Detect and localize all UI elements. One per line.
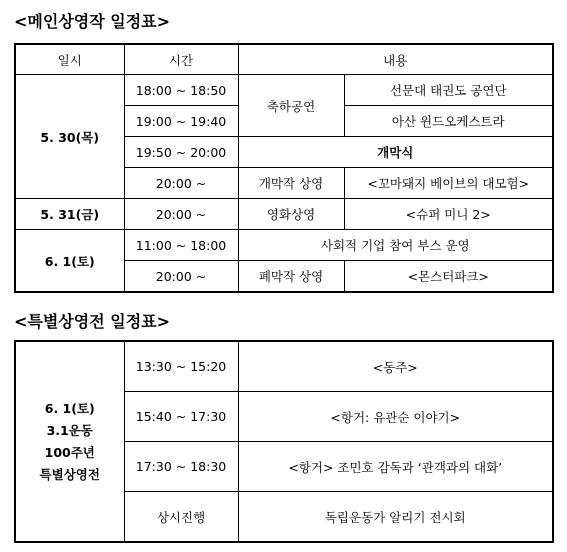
header-row bbox=[15, 44, 553, 75]
content-cell: 개막식 bbox=[238, 137, 553, 168]
time-cell: 13:30 ~ 15:20 bbox=[124, 341, 238, 392]
table-row bbox=[15, 230, 553, 261]
time-cell: 20:00 ~ bbox=[124, 168, 238, 199]
time-cell: 18:00 ~ 18:50 bbox=[124, 75, 238, 106]
time-cell: 19:50 ~ 20:00 bbox=[124, 137, 238, 168]
time-cell: 20:00 ~ bbox=[124, 199, 238, 230]
header-content: 내용 bbox=[238, 44, 553, 75]
special-date-cell bbox=[15, 341, 124, 542]
category-cell: 개막작 상영 bbox=[238, 168, 344, 199]
time-cell: 17:30 ~ 18:30 bbox=[124, 442, 238, 492]
content-cell: <항거: 유관순 이야기> bbox=[238, 392, 553, 442]
category-cell: 영화상영 bbox=[238, 199, 344, 230]
date-cell: 5. 30(목) bbox=[15, 75, 124, 199]
table-row bbox=[15, 199, 553, 230]
category-cell: 폐막작 상영 bbox=[238, 261, 344, 293]
special-schedule-table bbox=[14, 340, 554, 543]
content-cell: <몬스터파크> bbox=[344, 261, 553, 293]
time-cell: 19:00 ~ 19:40 bbox=[124, 106, 238, 137]
content-cell: <슈퍼 미니 2> bbox=[344, 199, 553, 230]
table-row bbox=[15, 341, 553, 392]
category-cell: 축하공연 bbox=[238, 75, 344, 137]
content-cell: <꼬마돼지 베이브의 대모험> bbox=[344, 168, 553, 199]
content-cell: <동주> bbox=[238, 341, 553, 392]
header-time: 시간 bbox=[124, 44, 238, 75]
special-schedule-heading: <특별상영전 일정표> bbox=[14, 312, 171, 331]
header-datetime: 일시 bbox=[15, 44, 124, 75]
special-label-line: 3.1운동 bbox=[46, 422, 93, 438]
special-label-line: 100주년 bbox=[44, 444, 95, 460]
content-cell: <항거> 조민호 감독과 ‘관객과의 대화’ bbox=[238, 442, 553, 492]
special-label-line: 특별상영전 bbox=[39, 466, 100, 482]
time-cell: 20:00 ~ bbox=[124, 261, 238, 293]
special-date: 6. 1(토) bbox=[44, 400, 95, 416]
content-cell: 선문대 태권도 공연단 bbox=[344, 75, 553, 106]
time-cell: 15:40 ~ 17:30 bbox=[124, 392, 238, 442]
time-cell: 상시진행 bbox=[124, 492, 238, 543]
content-cell: 사회적 기업 참여 부스 운영 bbox=[238, 230, 553, 261]
content-cell: 독립운동가 알리기 전시회 bbox=[238, 492, 553, 543]
table-row bbox=[15, 75, 553, 106]
date-cell: 6. 1(토) bbox=[15, 230, 124, 293]
date-cell: 5. 31(금) bbox=[15, 199, 124, 230]
main-schedule-table bbox=[14, 43, 554, 293]
main-schedule-heading: <메인상영작 일정표> bbox=[14, 12, 171, 31]
content-cell: 아산 윈드오케스트라 bbox=[344, 106, 553, 137]
time-cell: 11:00 ~ 18:00 bbox=[124, 230, 238, 261]
